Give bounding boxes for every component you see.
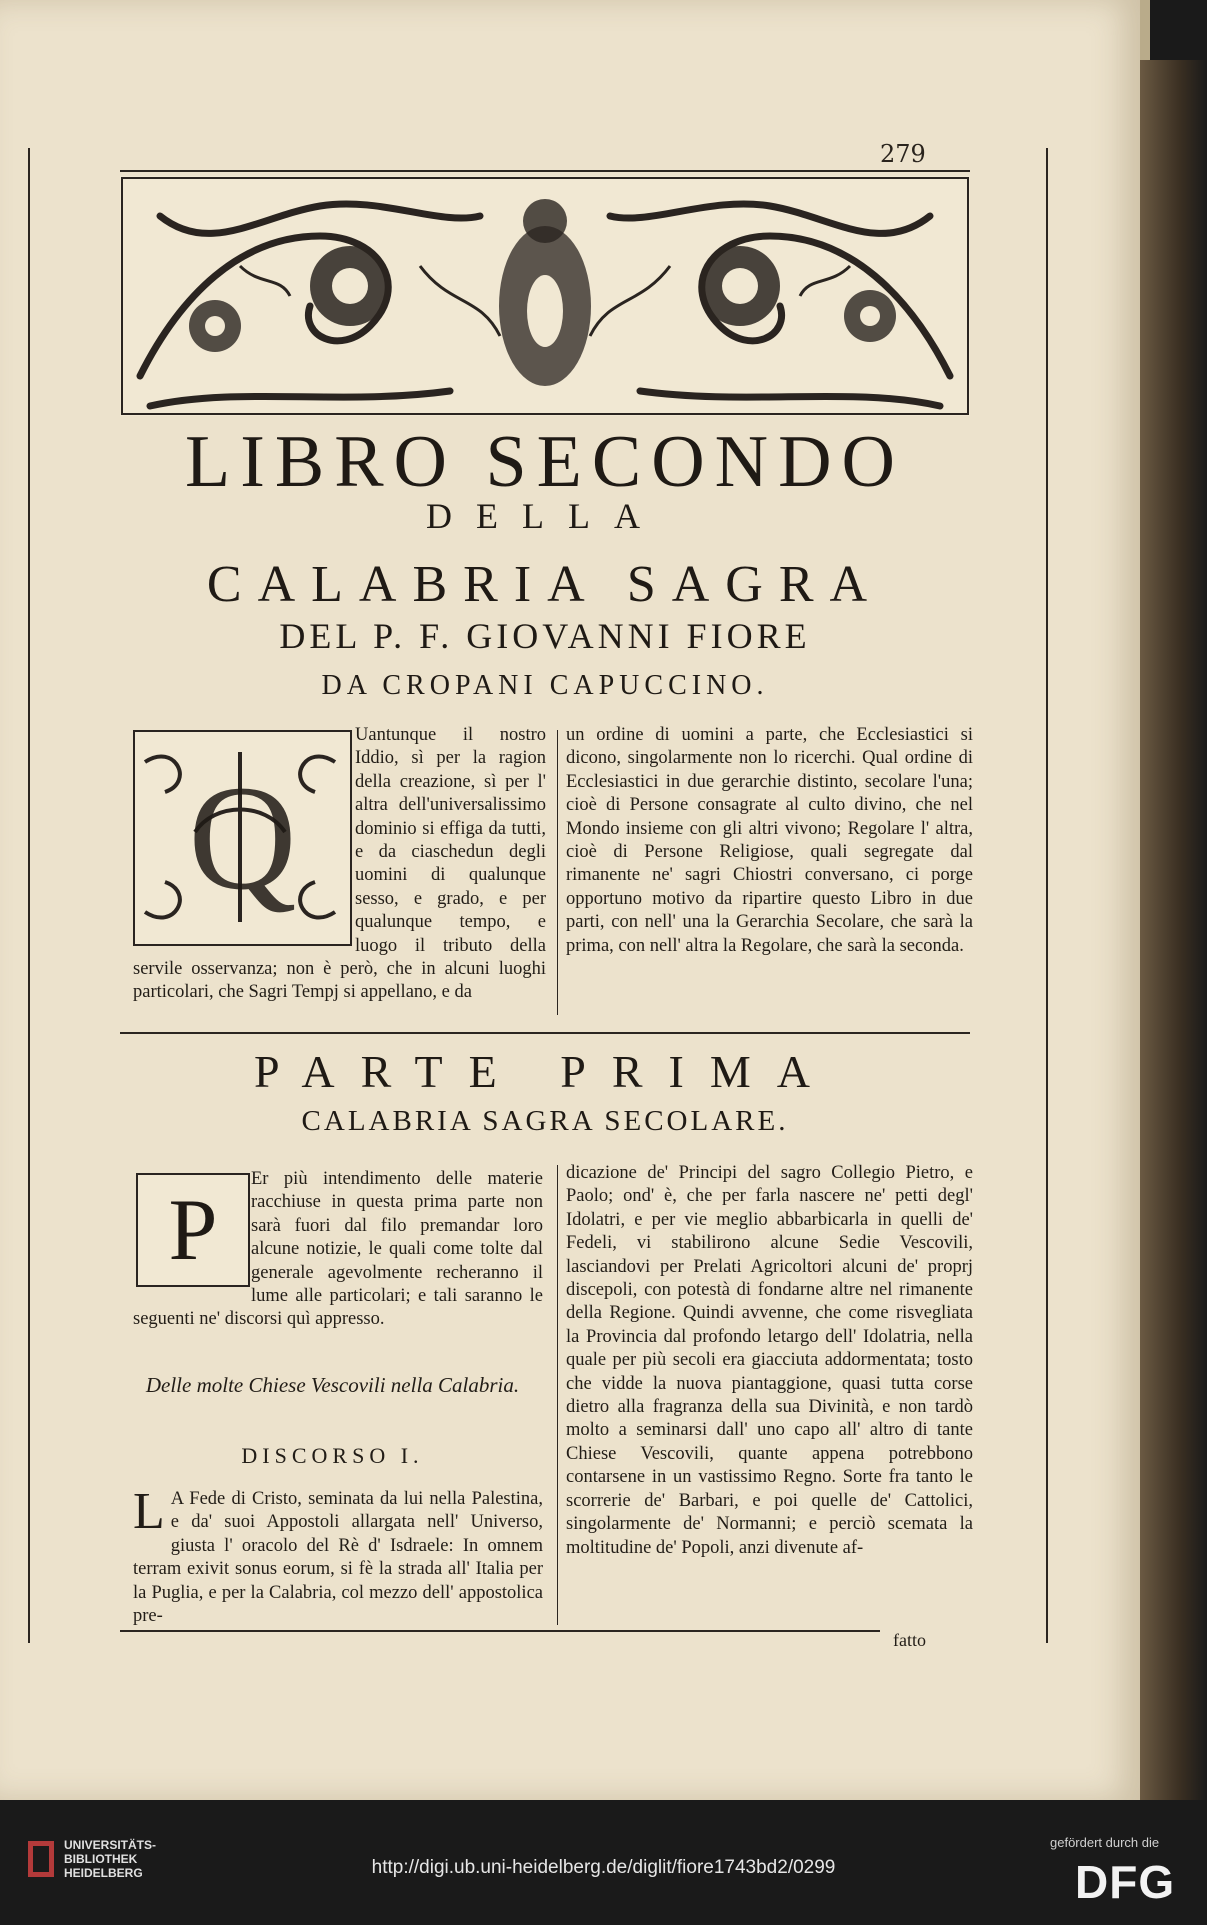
initial-letter-l: L <box>133 1488 165 1540</box>
intro-left-column <box>133 724 546 1014</box>
discorso-subhead: Delle molte Chiese Vescovili nella Calabria. <box>145 1373 520 1397</box>
body-right-text: dicazione de' Principi del sagro Collegio Pietro, e Paolo; ond' è, che per farla nascere ne' petti degl' Idolatri, e per vie meglio abbarbicarla in quelli de' Fedeli, vi stabilirono alcune Sedie Vescovili, lasciandovi per Prelati Agricoltori alcuni de' proprj discepoli, con potestà di fondarne altre nel rimanente della Regione. Quindi avvenne, che come risvegliata la Provincia dal profondo letargo dell' Idolatria, nella quale per più secoli era giacciuta addormentata; tosto che vidde la nuova piantaggione, quasi tutta corse dietro alla fragranza della sua Divinità, e non tardò molto a seminarsi dall' uno capo all' altro di tante Chiese Vescovili, quante appena potrebbono contarsene in un vastissimo Regno. Sorte fra tanto le scorrerie de' Barbari, e poi quelle de' Cattolici, singolarmente de' Normanni; e perciò scemata la moltitudine de' Popoli, anzi divenute af- <box>566 1163 973 1558</box>
catchword: fatto <box>893 1630 926 1650</box>
intro-column-divider <box>557 730 558 1015</box>
library-name-line2: BIBLIOTHEK <box>64 1852 138 1866</box>
initial-letter-q: Q <box>188 755 297 921</box>
funding-label: gefördert durch die <box>1050 1835 1160 1850</box>
discorso-heading: DISCORSO I. <box>241 1443 424 1468</box>
dfg-logo: DFG <box>1075 1856 1176 1908</box>
library-name-line1: UNIVERSITÄTS- <box>64 1838 157 1852</box>
intro-right-text: un ordine di uomini a parte, che Ecclesiastici si dicono, singolarmente non lo ricerchi. Qual ordine di Ecclesiastici in due gerarchie distinto, secolare l'una; cioè di Persone consagrate al culto divino, che nel Mondo insieme con gli altri vivono; Regolare l' altra, cioè di Persone Religiose, quali segregate dal rimanente ne' sagri Chiostri conversano, ci porge opportuno motivo da ripartire questo Libro in due parti, con nell' una la Gerarchia Secolare, che sarà la prima, con nell' altra la Regolare, che sarà la seconda. <box>566 725 973 956</box>
body-left-intro <box>133 1168 543 1358</box>
page-number: 279 <box>880 140 926 168</box>
book-spine <box>1140 60 1207 1800</box>
body-left-text: A Fede di Cristo, seminata da lui nella Palestina, e da' suoi Appostoli allargata nell' Universo, giusta l' oracolo del Rè d' Isdraele: In omnem terram exivit sonus eorum, si fè la strada all' Italia per la Puglia, e per la Calabria, col mezzo dell' appostolica pre- <box>133 1489 543 1627</box>
body-left-intro-text: Er più intendimento delle materie racchiuse in questa prima parte non sarà fuori dal filo premandar loro alcune notizie, le quali come tolte dal generale agevolmente recheranno il lume alle particolari; e tali saranno le seguenti ne' discorsi quì appresso. <box>133 1169 543 1330</box>
body-column-divider <box>557 1165 558 1625</box>
title-della: DELLA <box>426 496 664 536</box>
title-calabria-sagra: CALABRIA SAGRA <box>206 556 884 613</box>
body-left-text-block <box>133 1488 543 1628</box>
section-rule-bottom <box>120 1630 880 1632</box>
library-name-line3: HEIDELBERG <box>64 1866 143 1880</box>
title-author: DEL P. F. GIOVANNI FIORE <box>279 616 811 656</box>
parte-prima-title: PARTE PRIMA <box>254 1046 836 1097</box>
section-rule-upper <box>120 1032 970 1034</box>
permalink-url[interactable]: http://digi.ub.uni-heidelberg.de/diglit/fiore1743bd2/0299 <box>371 1857 836 1878</box>
title-libro-secondo: LIBRO SECONDO <box>185 421 905 503</box>
intro-left-text: Uantunque il nostro Iddio, sì per la ragion della creazione, sì per l' altra dell'universalissimo dominio si effiga da tutti, e da ciaschedun degli uomini di qualunque sesso, e grado, e per qualunque tempo, e luogo il tributo della servile osservanza; non è però, che in alcuni luoghi particolari, che Sagri Tempj si appellano, e da <box>133 725 546 1003</box>
woodcut-headpiece <box>120 176 970 416</box>
initial-letter-p: P <box>168 1181 218 1279</box>
ornament-icon <box>120 176 970 416</box>
intro-right-column <box>566 724 973 1014</box>
title-origin: DA CROPANI CAPUCCINO. <box>321 670 769 701</box>
parte-prima-subtitle: CALABRIA SAGRA SECOLARE. <box>301 1105 789 1137</box>
top-rule <box>120 170 970 172</box>
body-right-column <box>566 1162 973 1628</box>
